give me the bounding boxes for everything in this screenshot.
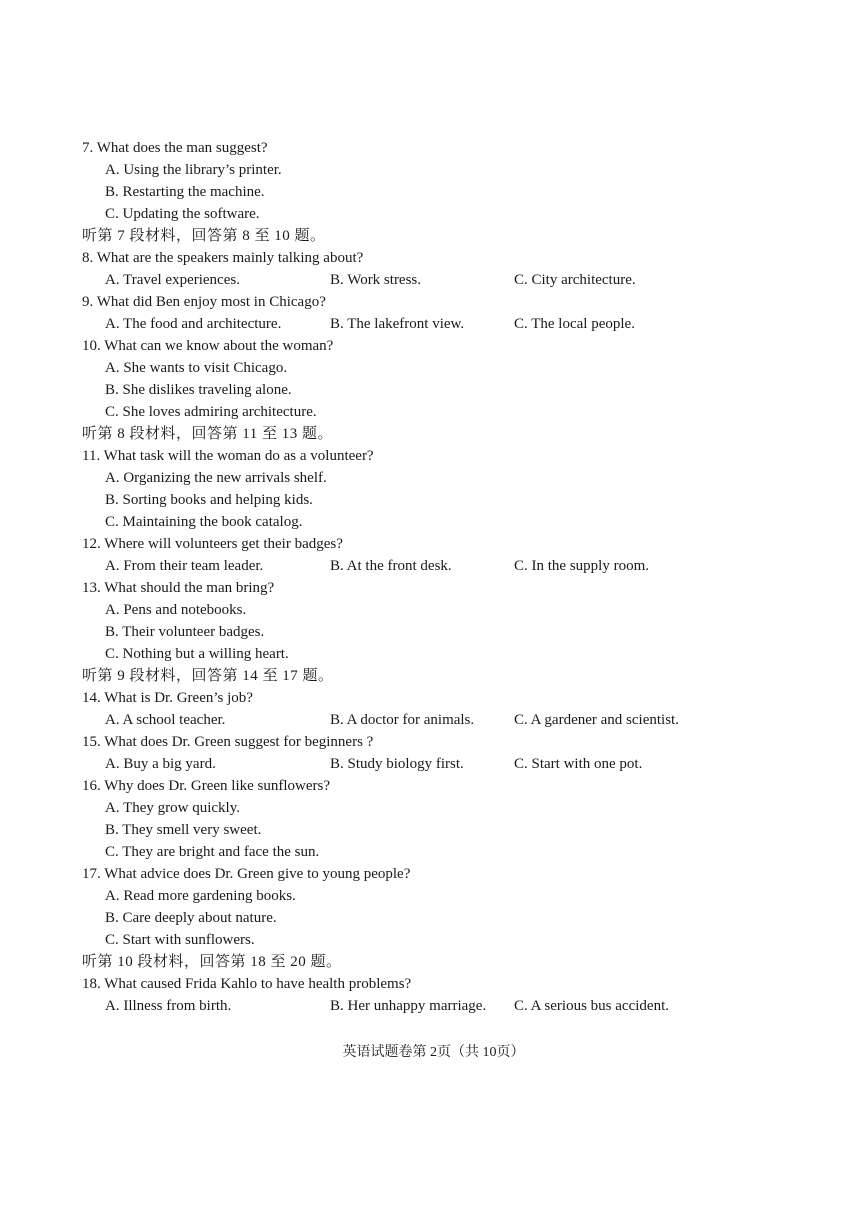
question-15-option-b: B. Study biology first. xyxy=(330,756,464,772)
question-12: 12. Where will volunteers get their badges? xyxy=(82,536,343,552)
question-13-option-c: C. Nothing but a willing heart. xyxy=(105,646,289,662)
question-12-options xyxy=(82,555,782,577)
question-10-option-b: B. She dislikes traveling alone. xyxy=(105,382,292,398)
section-heading-9: 听第 9 段材料，回答第 14 至 17 题。 xyxy=(82,668,334,684)
question-16: 16. Why does Dr. Green like sunflowers? xyxy=(82,778,330,794)
question-12-option-c: C. In the supply room. xyxy=(514,558,649,574)
question-15: 15. What does Dr. Green suggest for beginners ? xyxy=(82,734,374,750)
question-16-option-b: B. They smell very sweet. xyxy=(105,822,262,838)
question-8-option-b: B. Work stress. xyxy=(330,272,422,288)
question-14-option-c: C. A gardener and scientist. xyxy=(514,712,679,728)
question-18-option-c: C. A serious bus accident. xyxy=(514,998,669,1014)
question-12-option-b: B. At the front desk. xyxy=(330,558,452,574)
question-11-option-c: C. Maintaining the book catalog. xyxy=(105,514,303,530)
question-12-option-a: A. From their team leader. xyxy=(105,558,264,574)
question-11: 11. What task will the woman do as a volunteer? xyxy=(82,448,374,464)
page-footer: 英语试题卷第 2页（共 10页） xyxy=(342,1045,525,1060)
question-9-options xyxy=(82,313,782,335)
question-16-option-a: A. They grow quickly. xyxy=(105,800,240,816)
question-10-option-c: C. She loves admiring architecture. xyxy=(105,404,317,420)
question-7-option-b: B. Restarting the machine. xyxy=(105,184,265,200)
question-18: 18. What caused Frida Kahlo to have health problems? xyxy=(82,976,412,992)
question-13-option-b: B. Their volunteer badges. xyxy=(105,624,265,640)
question-17-option-c: C. Start with sunflowers. xyxy=(105,932,255,948)
question-11-option-b: B. Sorting books and helping kids. xyxy=(105,492,313,508)
questions-block xyxy=(82,137,782,1017)
question-10-option-a: A. She wants to visit Chicago. xyxy=(105,360,288,376)
question-13: 13. What should the man bring? xyxy=(82,580,275,596)
question-9: 9. What did Ben enjoy most in Chicago? xyxy=(82,294,326,310)
section-heading-10: 听第 10 段材料，回答第 18 至 20 题。 xyxy=(82,954,342,970)
question-9-option-b: B. The lakefront view. xyxy=(330,316,465,332)
question-7-option-a: A. Using the library’s printer. xyxy=(105,162,282,178)
question-18-option-a: A. Illness from birth. xyxy=(105,998,232,1014)
question-8: 8. What are the speakers mainly talking about? xyxy=(82,250,364,266)
question-15-option-c: C. Start with one pot. xyxy=(514,756,643,772)
question-14-option-a: A. A school teacher. xyxy=(105,712,226,728)
question-15-option-a: A. Buy a big yard. xyxy=(105,756,216,772)
question-11-option-a: A. Organizing the new arrivals shelf. xyxy=(105,470,327,486)
question-8-options xyxy=(82,269,782,291)
question-8-option-a: A. Travel experiences. xyxy=(105,272,240,288)
section-heading-8: 听第 8 段材料，回答第 11 至 13 题。 xyxy=(82,426,333,442)
question-14-option-b: B. A doctor for animals. xyxy=(330,712,475,728)
question-8-option-c: C. City architecture. xyxy=(514,272,636,288)
question-13-option-a: A. Pens and notebooks. xyxy=(105,602,247,618)
question-15-options xyxy=(82,753,782,775)
question-17: 17. What advice does Dr. Green give to young people? xyxy=(82,866,411,882)
question-18-option-b: B. Her unhappy marriage. xyxy=(330,998,487,1014)
question-17-option-a: A. Read more gardening books. xyxy=(105,888,296,904)
question-18-options xyxy=(82,995,782,1017)
question-9-option-c: C. The local people. xyxy=(514,316,635,332)
question-16-option-c: C. They are bright and face the sun. xyxy=(105,844,320,860)
question-14-options xyxy=(82,709,782,731)
question-7-option-c: C. Updating the software. xyxy=(105,206,260,222)
question-14: 14. What is Dr. Green’s job? xyxy=(82,690,253,706)
section-heading-7: 听第 7 段材料，回答第 8 至 10 题。 xyxy=(82,228,326,244)
question-17-option-b: B. Care deeply about nature. xyxy=(105,910,277,926)
question-9-option-a: A. The food and architecture. xyxy=(105,316,282,332)
question-10: 10. What can we know about the woman? xyxy=(82,338,334,354)
question-7: 7. What does the man suggest? xyxy=(82,140,268,156)
